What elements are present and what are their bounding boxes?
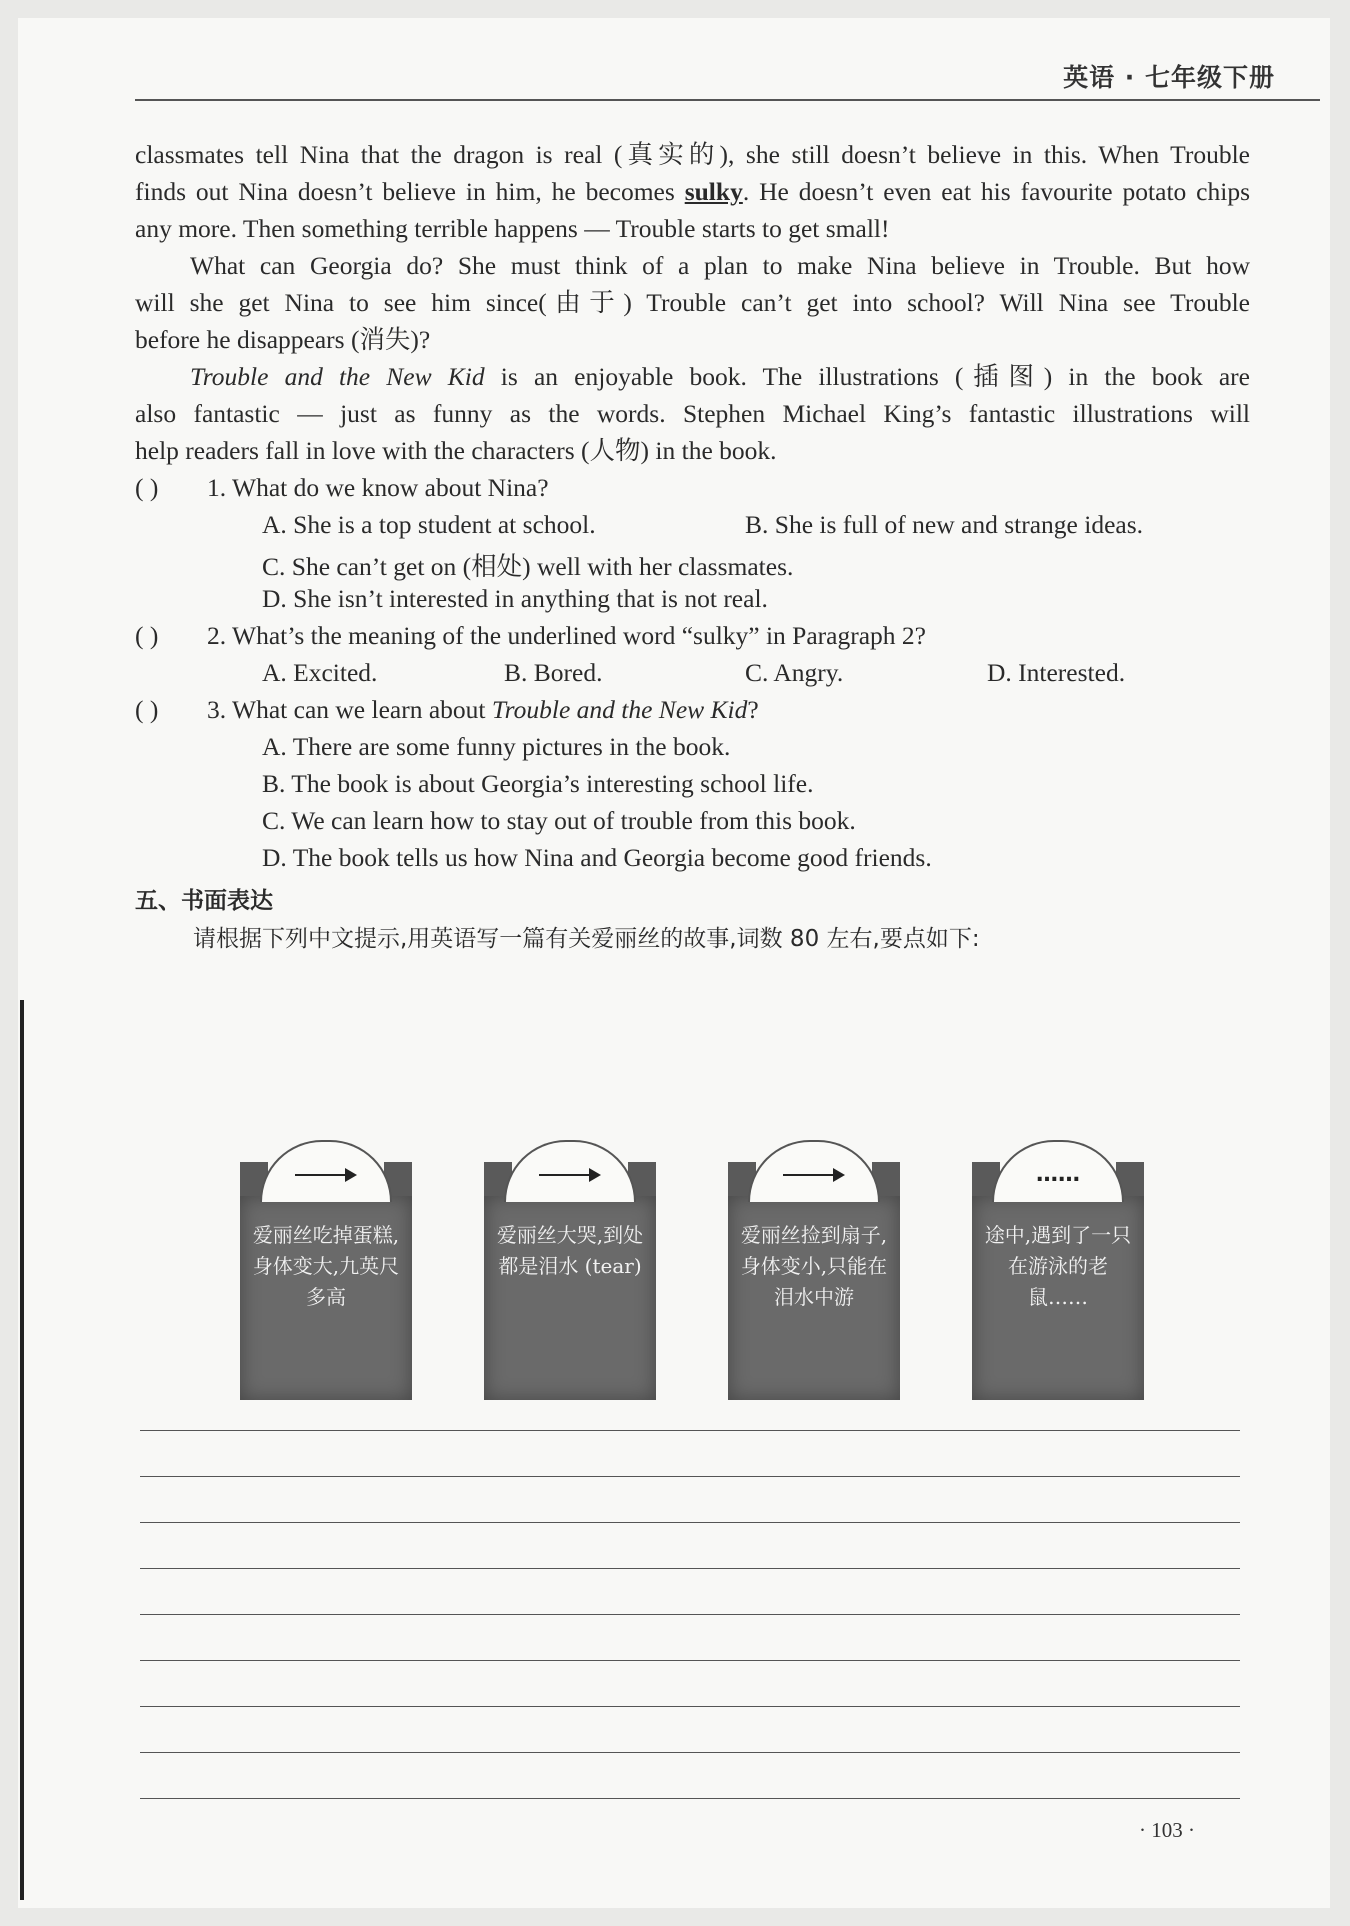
card-text: 爱丽丝吃掉蛋糕,身体变大,九英尺多高 [252,1223,400,1309]
passage-line: help readers fall in love with the characters (人物) in the book. [135,436,777,465]
arrow-right-icon [295,1174,353,1176]
option-a: A. Excited. [262,658,378,687]
prompt-cards [240,1140,1155,1400]
card-text: 途中,遇到了一只在游泳的老鼠…… [984,1223,1132,1309]
prompt-card [972,1140,1144,1400]
option-c: C. Angry. [745,658,844,687]
writing-line[interactable] [140,1568,1240,1569]
passage-line: classmates tell Nina that the dragon is real (真实的), she still doesn’t believe in this. When Trouble [135,140,1250,169]
passage-line: finds out Nina doesn’t believe in him, he becomes sulky. He doesn’t even eat his favourite potato chips [135,177,1251,206]
option-b: B. Bored. [504,658,603,687]
writing-instruction: 请根据下列中文提示,用英语写一篇有关爱丽丝的故事,词数 80 左右,要点如下: [193,926,980,952]
option-c: C. She can’t get on (相处) well with her classmates. [262,552,794,581]
question-stem: 1. What do we know about Nina? [207,473,549,502]
arrow-right-icon [539,1174,597,1176]
passage-line: any more. Then something terrible happens — Trouble starts to get small! [135,214,890,243]
prompt-card [484,1140,656,1400]
option-a: A. There are some funny pictures in the book. [262,732,731,761]
option-a: A. She is a top student at school. [262,510,596,539]
book-title: Trouble and the New Kid [190,362,485,391]
option-b: B. The book is about Georgia’s interesting school life. [262,769,814,798]
prompt-card [728,1140,900,1400]
binding-edge [20,1000,24,1900]
passage-line: before he disappears (消失)? [135,325,431,354]
passage-line: What can Georgia do? She must think of a plan to make Nina believe in Trouble. But how [190,251,1250,280]
page-number: · 103 · [1139,1818,1195,1842]
option-c: C. We can learn how to stay out of trouble from this book. [262,806,856,835]
card-text: 爱丽丝大哭,到处都是泪水 (tear) [496,1223,644,1278]
writing-line[interactable] [140,1430,1240,1431]
writing-line[interactable] [140,1660,1240,1661]
writing-line[interactable] [140,1798,1240,1799]
option-b: B. She is full of new and strange ideas. [745,510,1144,539]
passage-line: will she get Nina to see him since(由于) Trouble can’t get into school? Will Nina see Trouble [135,288,1250,317]
option-d: D. She isn’t interested in anything that is not real. [262,584,768,613]
question-stem: 3. What can we learn about Trouble and the New Kid? [207,695,759,724]
answer-blank[interactable]: ( ) [135,473,159,502]
question-stem: 2. What’s the meaning of the underlined word “sulky” in Paragraph 2? [207,621,926,650]
prompt-card [240,1140,412,1400]
passage-line: also fantastic — just as funny as the words. Stephen Michael King’s fantastic illustrations will [135,399,1250,428]
page-header: 英语 · 七年级下册 [1063,63,1275,92]
writing-line[interactable] [140,1706,1240,1707]
writing-line[interactable] [140,1476,1240,1477]
card-text: 爱丽丝捡到扇子,身体变小,只能在泪水中游 [740,1223,888,1309]
header-rule [135,99,1320,101]
arrow-right-icon [783,1174,841,1176]
answer-blank[interactable]: ( ) [135,621,159,650]
writing-line[interactable] [140,1614,1240,1615]
option-d: D. Interested. [987,658,1126,687]
ellipsis-icon: …… [1036,1162,1080,1187]
passage-line: Trouble and the New Kid is an enjoyable book. The illustrations (插图) in the book are [190,362,1250,391]
answer-blank[interactable]: ( ) [135,695,159,724]
underlined-word: sulky [684,177,743,206]
option-d: D. The book tells us how Nina and Georgia become good friends. [262,843,932,872]
writing-line[interactable] [140,1752,1240,1753]
writing-line[interactable] [140,1522,1240,1523]
section-title: 五、书面表达 [135,888,273,914]
